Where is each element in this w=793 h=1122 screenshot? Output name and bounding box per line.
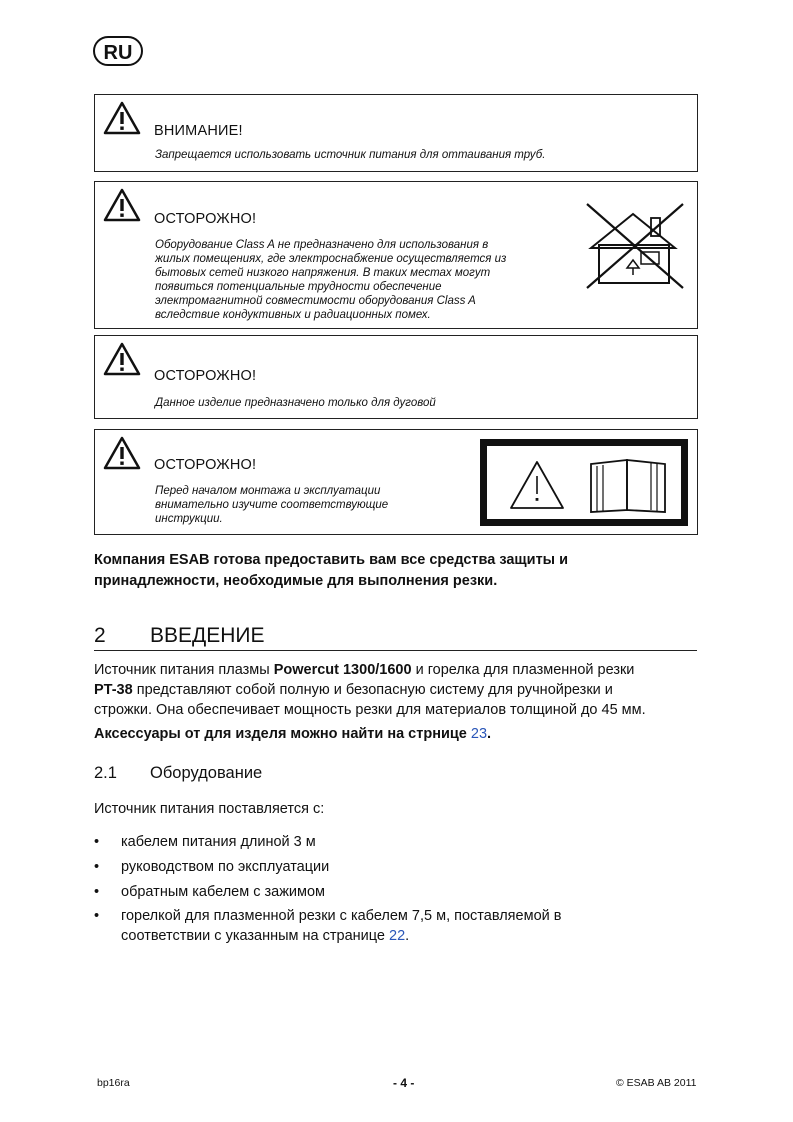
subsection-number: 2.1 — [94, 764, 117, 782]
warning-triangle-icon — [103, 342, 141, 376]
section-heading — [94, 624, 697, 651]
list-item: • горелкой для плазменной резки с кабелем 7,5 м, поставляемой в соответствии с указанным на странице 22. — [94, 908, 562, 944]
warning-box-arc-only — [94, 335, 698, 419]
warning-triangle-icon — [103, 188, 141, 222]
list-item: • обратным кабелем с зажимом — [94, 884, 326, 900]
warning-title: ОСТОРОЖНО! — [154, 211, 257, 227]
list-item: • руководством по эксплуатации — [94, 859, 330, 875]
no-residential-use-icon — [583, 200, 688, 292]
open-book-icon — [587, 458, 671, 514]
footer-doc-code: bp16ra — [97, 1077, 130, 1089]
warning-box-class-a — [94, 181, 698, 329]
accessories-note: Аксессуары от для изделя можно найти на стрнице 23. — [94, 726, 492, 742]
subsection-heading — [94, 764, 262, 783]
bullet-icon: • — [94, 834, 100, 850]
warning-title: ОСТОРОЖНО! — [154, 457, 257, 473]
subsection-title: Оборудование — [150, 764, 263, 782]
read-manual-symbol — [480, 439, 688, 526]
warning-triangle-icon — [509, 460, 565, 510]
bullet-icon: • — [94, 908, 100, 924]
bullet-icon: • — [94, 859, 100, 875]
warning-text: Перед началом монтажа и эксплуатации внимательно изучите соответствующие инструкции. — [155, 485, 389, 525]
list-item: • кабелем питания длиной 3 м — [94, 834, 316, 850]
page-link[interactable]: 22 — [389, 928, 406, 944]
section-title: ВВЕДЕНИЕ — [150, 624, 265, 647]
page-link[interactable]: 23 — [470, 726, 488, 742]
warning-triangle-icon — [103, 101, 141, 135]
language-badge: RU — [93, 36, 143, 66]
warning-text: Оборудование Class A не предназначено для использования в жилых помещениях, где электроснабжение осуществляется из бытовых сетей низкого напряжения. В таких местах могут появиться потенциальные трудности обеспечение электромагнитной совместимости оборудования Class A вследствие кондуктивных и радиационных помех. — [155, 239, 507, 321]
footer-copyright: © ESAB AB 2011 — [616, 1077, 697, 1089]
esab-note: Компания ESAB готова предоставить вам все средства защиты и принадлежности, необходимые для выполнения резки. — [94, 552, 569, 589]
warning-triangle-icon — [103, 436, 141, 470]
bullet-icon: • — [94, 884, 100, 900]
warning-text: Данное изделие предназначено только для дуговой — [155, 397, 436, 409]
section-number: 2 — [94, 624, 106, 647]
supply-lead: Источник питания поставляется с: — [94, 801, 325, 817]
warning-box-read-manual — [94, 429, 698, 535]
warning-title: ВНИМАНИЕ! — [154, 123, 243, 139]
warning-title: ОСТОРОЖНО! — [154, 368, 257, 384]
warning-box-attention — [94, 94, 698, 172]
warning-text: Запрещается использовать источник питания для оттаивания труб. — [155, 149, 546, 161]
footer-page-number: - 4 - — [393, 1076, 415, 1090]
intro-paragraph: Источник питания плазмы Powercut 1300/1600 и горелка для плазменной резки PT-38 представляют собой полную и безопасную систему для ручнойрезки и строжки. Она обеспечивает мощность резки для материалов толщиной до 45 мм. — [94, 662, 646, 718]
